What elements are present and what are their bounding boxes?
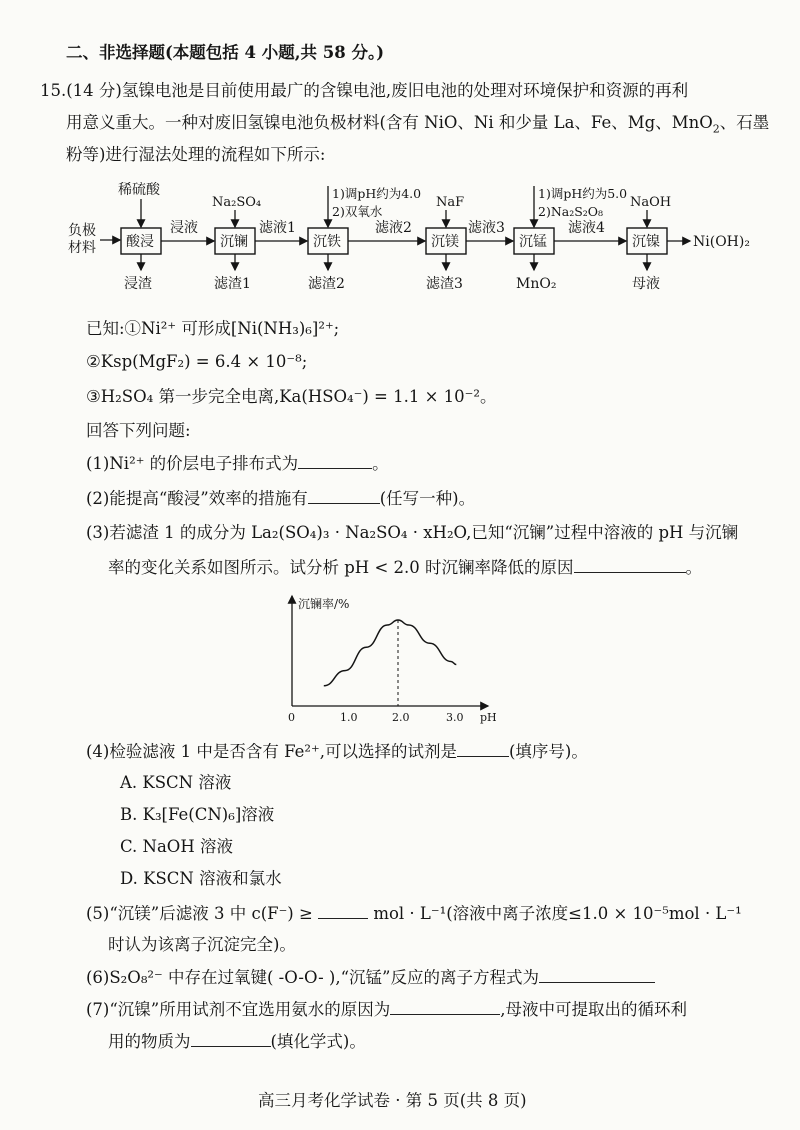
x-tick-1: 1.0 (340, 711, 358, 724)
liquid-filtrate-3: 滤液3 (468, 220, 505, 236)
answer-blank-6[interactable] (539, 966, 655, 983)
x-tick-0: 0 (288, 711, 295, 724)
known-1: 已知:①Ni²⁺ 可形成[Ni(NH₃)₆]²⁺; (86, 319, 340, 338)
liquid-filtrate-1: 滤液1 (259, 220, 296, 236)
answer-blank-7a[interactable] (390, 998, 500, 1015)
liquid-leachate: 浸液 (170, 220, 198, 236)
answer-blank-7b[interactable] (191, 1030, 271, 1047)
box-mg-precip-label: 沉镁 (431, 234, 459, 250)
residue-mother-liquor: 母液 (632, 276, 660, 292)
residue-3: 滤渣3 (426, 276, 463, 292)
answer-blank-3[interactable] (574, 556, 686, 573)
answer-prompt: 回答下列问题: (86, 421, 191, 440)
product-label: Ni(OH)₂ (693, 234, 750, 250)
question-number: 15. (40, 81, 67, 100)
x-tick-2: 2.0 (392, 711, 410, 724)
residue-leach: 浸渣 (124, 276, 152, 292)
residue-1: 滤渣1 (214, 276, 251, 292)
subquestion-7-line-2: 用的物质为 (填化学式)。 (108, 1032, 366, 1051)
la-precipitation-graph (268, 590, 518, 730)
liquid-filtrate-4: 滤液4 (568, 220, 605, 236)
reagent-naf: NaF (436, 195, 465, 210)
question-15-line-2: 用意义重大。一种对废旧氢镍电池负极材料(含有 NiO、Ni 和少量 La、Fe、Mg、MnO$_2$、石墨 (66, 113, 770, 136)
subquestion-5-line-1: (5)“沉镁”后滤液 3 中 c(F⁻) ≥ mol · L⁻¹(溶液中离子浓度≤1.0 × 10⁻⁵mol · L⁻¹ (86, 904, 742, 923)
question-intro-2-tail: 、石墨 (719, 113, 770, 132)
y-axis-label: 沉镧率/% (298, 597, 350, 611)
box-mn-precip-label: 沉锰 (519, 234, 547, 250)
x-axis-label: pH (480, 711, 497, 724)
flow-input-label-1: 负极 (68, 223, 96, 239)
la-rate-curve (324, 620, 457, 686)
question-intro-3: 粉等)进行湿法处理的流程如下所示: (66, 145, 326, 164)
flow-input-label-2: 材料 (68, 240, 96, 256)
reagent-dilute-h2so4: 稀硫酸 (118, 182, 160, 198)
question-intro-1: 氢镍电池是目前使用最广的含镍电池,废旧电池的处理对环境保护和资源的再利 (121, 81, 689, 100)
question-intro-2: 用意义重大。一种对废旧氢镍电池负极材料(含有 NiO、Ni 和少量 La、Fe、Mg、MnO (66, 113, 713, 132)
option-c: C. NaOH 溶液 (120, 837, 233, 856)
box-acid-leach-label: 酸浸 (126, 234, 154, 250)
option-a: A. KSCN 溶液 (120, 773, 232, 792)
subquestion-3-line-1: (3)若滤渣 1 的成分为 La₂(SO₄)₃ · Na₂SO₄ · xH₂O,已知“沉镧”过程中溶液的 pH 与沉镧 (86, 523, 739, 542)
reagent-na2so4: Na₂SO₄ (212, 195, 262, 210)
reagent-naoh: NaOH (630, 195, 672, 210)
process-flow-diagram (60, 182, 760, 300)
known-3: ③H₂SO₄ 第一步完全电离,Ka(HSO₄⁻) = 1.1 × 10⁻²。 (86, 387, 497, 406)
box-fe-precip-label: 沉铁 (313, 234, 341, 250)
subquestion-1: (1)Ni²⁺ 的价层电子排布式为 。 (86, 454, 389, 473)
subquestion-4: (4)检验滤液 1 中是否含有 Fe²⁺,可以选择的试剂是 (填序号)。 (86, 742, 588, 761)
subquestion-3-line-2: 率的变化关系如图所示。试分析 pH < 2.0 时沉镧率降低的原因 。 (108, 558, 702, 577)
option-b: B. K₃[Fe(CN)₆]溶液 (120, 805, 275, 824)
answer-blank-2[interactable] (308, 487, 380, 504)
question-score: (14 分) (66, 81, 122, 100)
subquestion-5-line-2: 时认为该离子沉淀完全)。 (108, 935, 296, 954)
residue-mno2: MnO₂ (516, 276, 557, 292)
reagent-fe-step-2: 2)双氧水 (332, 204, 383, 219)
liquid-filtrate-2: 滤液2 (375, 220, 412, 236)
subquestion-2: (2)能提高“酸浸”效率的措施有 (任写一种)。 (86, 489, 476, 508)
known-2: ②Ksp(MgF₂) = 6.4 × 10⁻⁸; (86, 352, 308, 371)
x-tick-3: 3.0 (446, 711, 464, 724)
answer-blank-1[interactable] (298, 452, 372, 469)
reagent-mn-step-1: 1)调pH约为5.0 (538, 186, 628, 201)
question-15-line-1 (40, 80, 688, 102)
section-heading: 二、非选择题(本题包括 4 小题,共 58 分。) (66, 43, 385, 62)
page-footer: 高三月考化学试卷 · 第 5 页(共 8 页) (258, 1091, 527, 1110)
answer-blank-4[interactable] (457, 740, 509, 757)
option-d: D. KSCN 溶液和氯水 (120, 869, 282, 888)
reagent-mn-step-2: 2)Na₂S₂O₈ (538, 204, 604, 219)
residue-2: 滤渣2 (308, 276, 345, 292)
answer-blank-5[interactable] (318, 902, 368, 919)
box-ni-precip-label: 沉镍 (632, 234, 660, 250)
subquestion-7-line-1: (7)“沉镍”所用试剂不宜选用氨水的原因为 ,母液中可提取出的循环利 (86, 1000, 687, 1019)
subquestion-6: (6)S₂O₈²⁻ 中存在过氧键( -O-O- ),“沉锰”反应的离子方程式为 (86, 966, 655, 989)
reagent-fe-step-1: 1)调pH约为4.0 (332, 186, 422, 201)
box-la-precip-label: 沉镧 (220, 234, 248, 250)
